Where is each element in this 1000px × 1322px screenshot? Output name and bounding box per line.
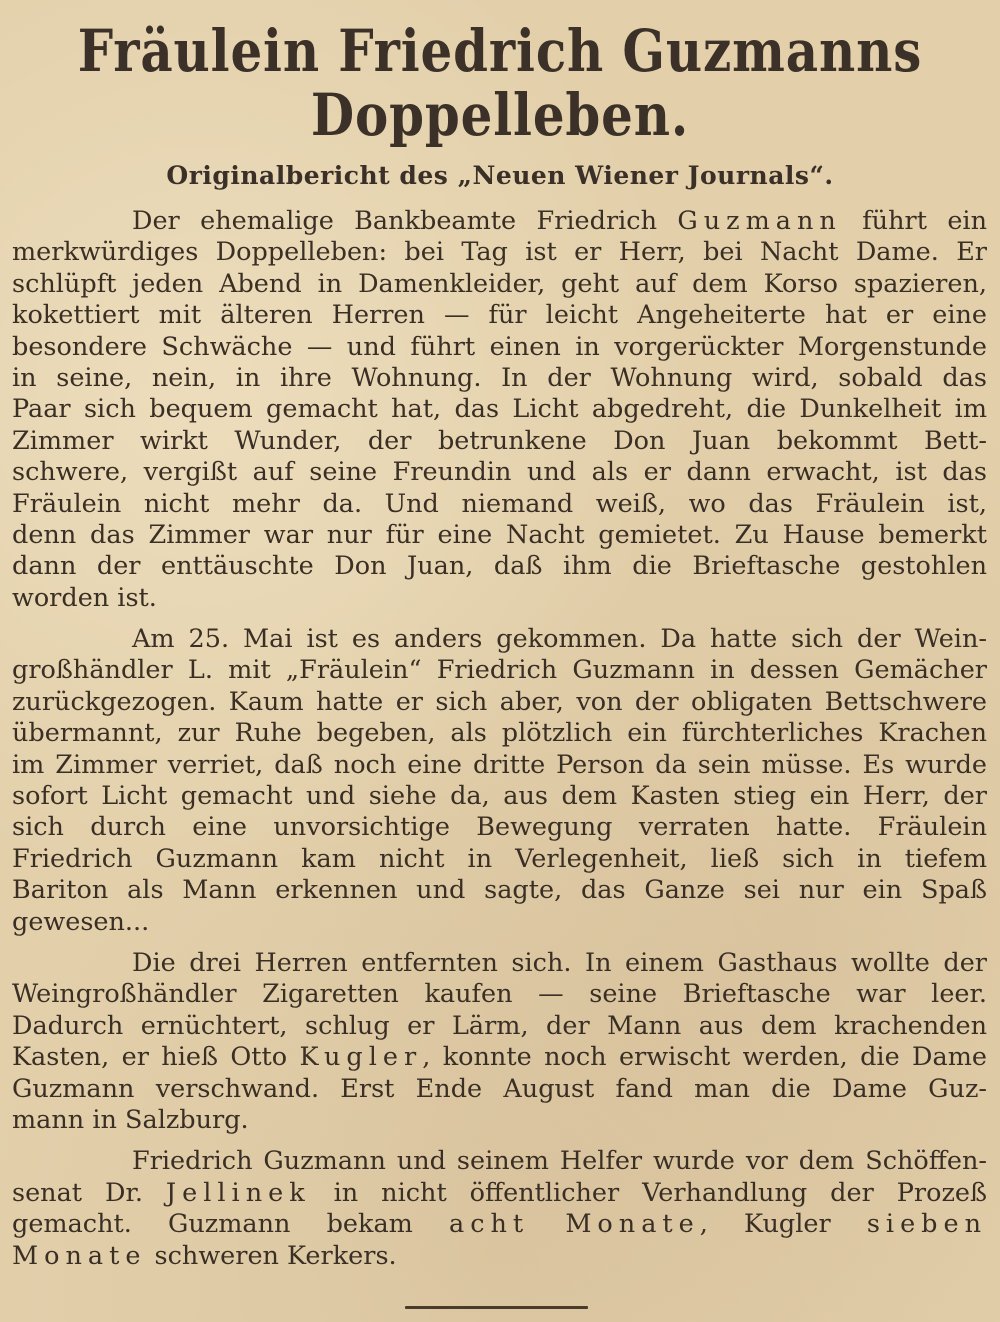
text-line: sich durch eine unvorsichtige Bewegung verraten hatte. Fräulein — [12, 812, 987, 843]
spaced-emphasis: acht — [449, 1209, 530, 1240]
spaced-emphasis: sieben — [866, 1209, 987, 1240]
text-line: denn das Zimmer war nur für eine Nacht gemietet. Zu Hause bemerkt — [12, 519, 987, 550]
paragraph-3 — [12, 948, 987, 1136]
headline-line-1: Fräulein Friedrich Guzmanns — [77, 17, 923, 85]
text-line: Dadurch ernüchtert, schlug er Lärm, der Mann aus dem krachenden — [12, 1010, 987, 1041]
text-line: Fräulein nicht mehr da. Und niemand weiß, wo das Fräulein ist, — [12, 488, 987, 519]
text-line: mann in Salzburg. — [12, 1104, 249, 1135]
text-line: zurückgezogen. Kaum hatte er sich aber, von der obligaten Bettschwere — [12, 686, 987, 717]
headline-line-2: Doppelleben. — [310, 81, 690, 149]
paragraph-2 — [12, 624, 987, 938]
text-line: Am 25. Mai ist es anders gekommen. Da hatte sich der Wein- — [132, 624, 987, 655]
text-line: sofort Licht gemacht und siehe da, aus dem Kasten stieg ein Herr, der — [12, 781, 987, 812]
paragraph-1 — [12, 206, 987, 614]
text-line: großhändler L. mit „Fräulein“ Friedrich Guzmann in dessen Gemächer — [12, 655, 987, 686]
article-body — [12, 206, 987, 1272]
text-line: Zimmer wirkt Wunder, der betrunkene Don Juan bekommt Bett- — [12, 425, 987, 456]
text-line: im Zimmer verriet, daß noch eine dritte Person da sein müsse. Es wurde — [12, 749, 987, 780]
paragraph-4 — [12, 1146, 987, 1272]
text-line: Der ehemalige Bankbeamte Friedrich Guzmann führt ein — [132, 206, 987, 236]
text-line: Guzmann verschwand. Erst Ende August fand man die Dame Guz- — [12, 1073, 987, 1104]
text-line: übermannt, zur Ruhe begeben, als plötzlich ein fürchterliches Krachen — [12, 718, 987, 749]
text-line: Friedrich Guzmann und seinem Helfer wurde vor dem Schöffen- — [132, 1146, 987, 1177]
text-line: kokettiert mit älteren Herren — für leicht Angeheiterte hat er eine — [12, 300, 987, 331]
text-line: in seine, nein, in ihre Wohnung. In der Wohnung wird, sobald das — [12, 362, 987, 393]
spaced-emphasis: Guzmann — [677, 206, 842, 236]
text-line: schlüpft jeden Abend in Damenkleider, geht auf dem Korso spazieren, — [12, 268, 987, 299]
spaced-emphasis: Jellinek — [165, 1177, 311, 1208]
text-line: Kasten, er hieß Otto Kugler, konnte noch erwischt werden, die Dame — [12, 1042, 987, 1073]
text-line: dann der enttäuschte Don Juan, daß ihm die Brieftasche gestohlen — [12, 551, 987, 582]
paragraph-gap — [12, 938, 987, 948]
text-line: Bariton als Mann erkennen und sagte, das Ganze sei nur ein Spaß — [12, 875, 987, 906]
paragraph-gap — [12, 614, 987, 624]
end-of-article-rule — [405, 1306, 588, 1309]
text-line: Weingroßhändler Zigaretten kaufen — seine Brieftasche war leer. — [12, 979, 987, 1010]
text-line: Monate schweren Kerkers. — [12, 1240, 397, 1271]
paragraph-gap — [12, 1136, 987, 1146]
text-line: merkwürdiges Doppelleben: bei Tag ist er Herr, bei Nacht Dame. Er — [12, 237, 987, 268]
text-line: Paar sich bequem gemacht hat, das Licht abgedreht, die Dunkelheit im — [12, 394, 987, 425]
text-line: worden ist. — [12, 582, 157, 613]
subheadline: Originalbericht des „Neuen Wiener Journals“. — [166, 161, 834, 190]
text-line: besondere Schwäche — und führt einen in vorgerückter Morgenstunde — [12, 331, 987, 362]
text-line: senat Dr. Jellinek in nicht öffentlicher Verhandlung der Prozeß — [12, 1177, 988, 1208]
spaced-emphasis: Monate — [12, 1240, 147, 1271]
text-line: Friedrich Guzmann kam nicht in Verlegenheit, ließ sich in tiefem — [12, 843, 987, 874]
text-line: gewesen... — [12, 906, 150, 937]
text-line: Die drei Herren entfernten sich. In einem Gasthaus wollte der — [132, 947, 987, 978]
spaced-emphasis: Kugler — [299, 1042, 423, 1073]
spaced-emphasis: Monate — [565, 1209, 700, 1240]
text-line: gemacht. Guzmann bekam acht Monate, Kugler sieben — [12, 1209, 987, 1240]
text-line: schwere, vergißt auf seine Freundin und als er dann erwacht, ist das — [12, 457, 987, 488]
